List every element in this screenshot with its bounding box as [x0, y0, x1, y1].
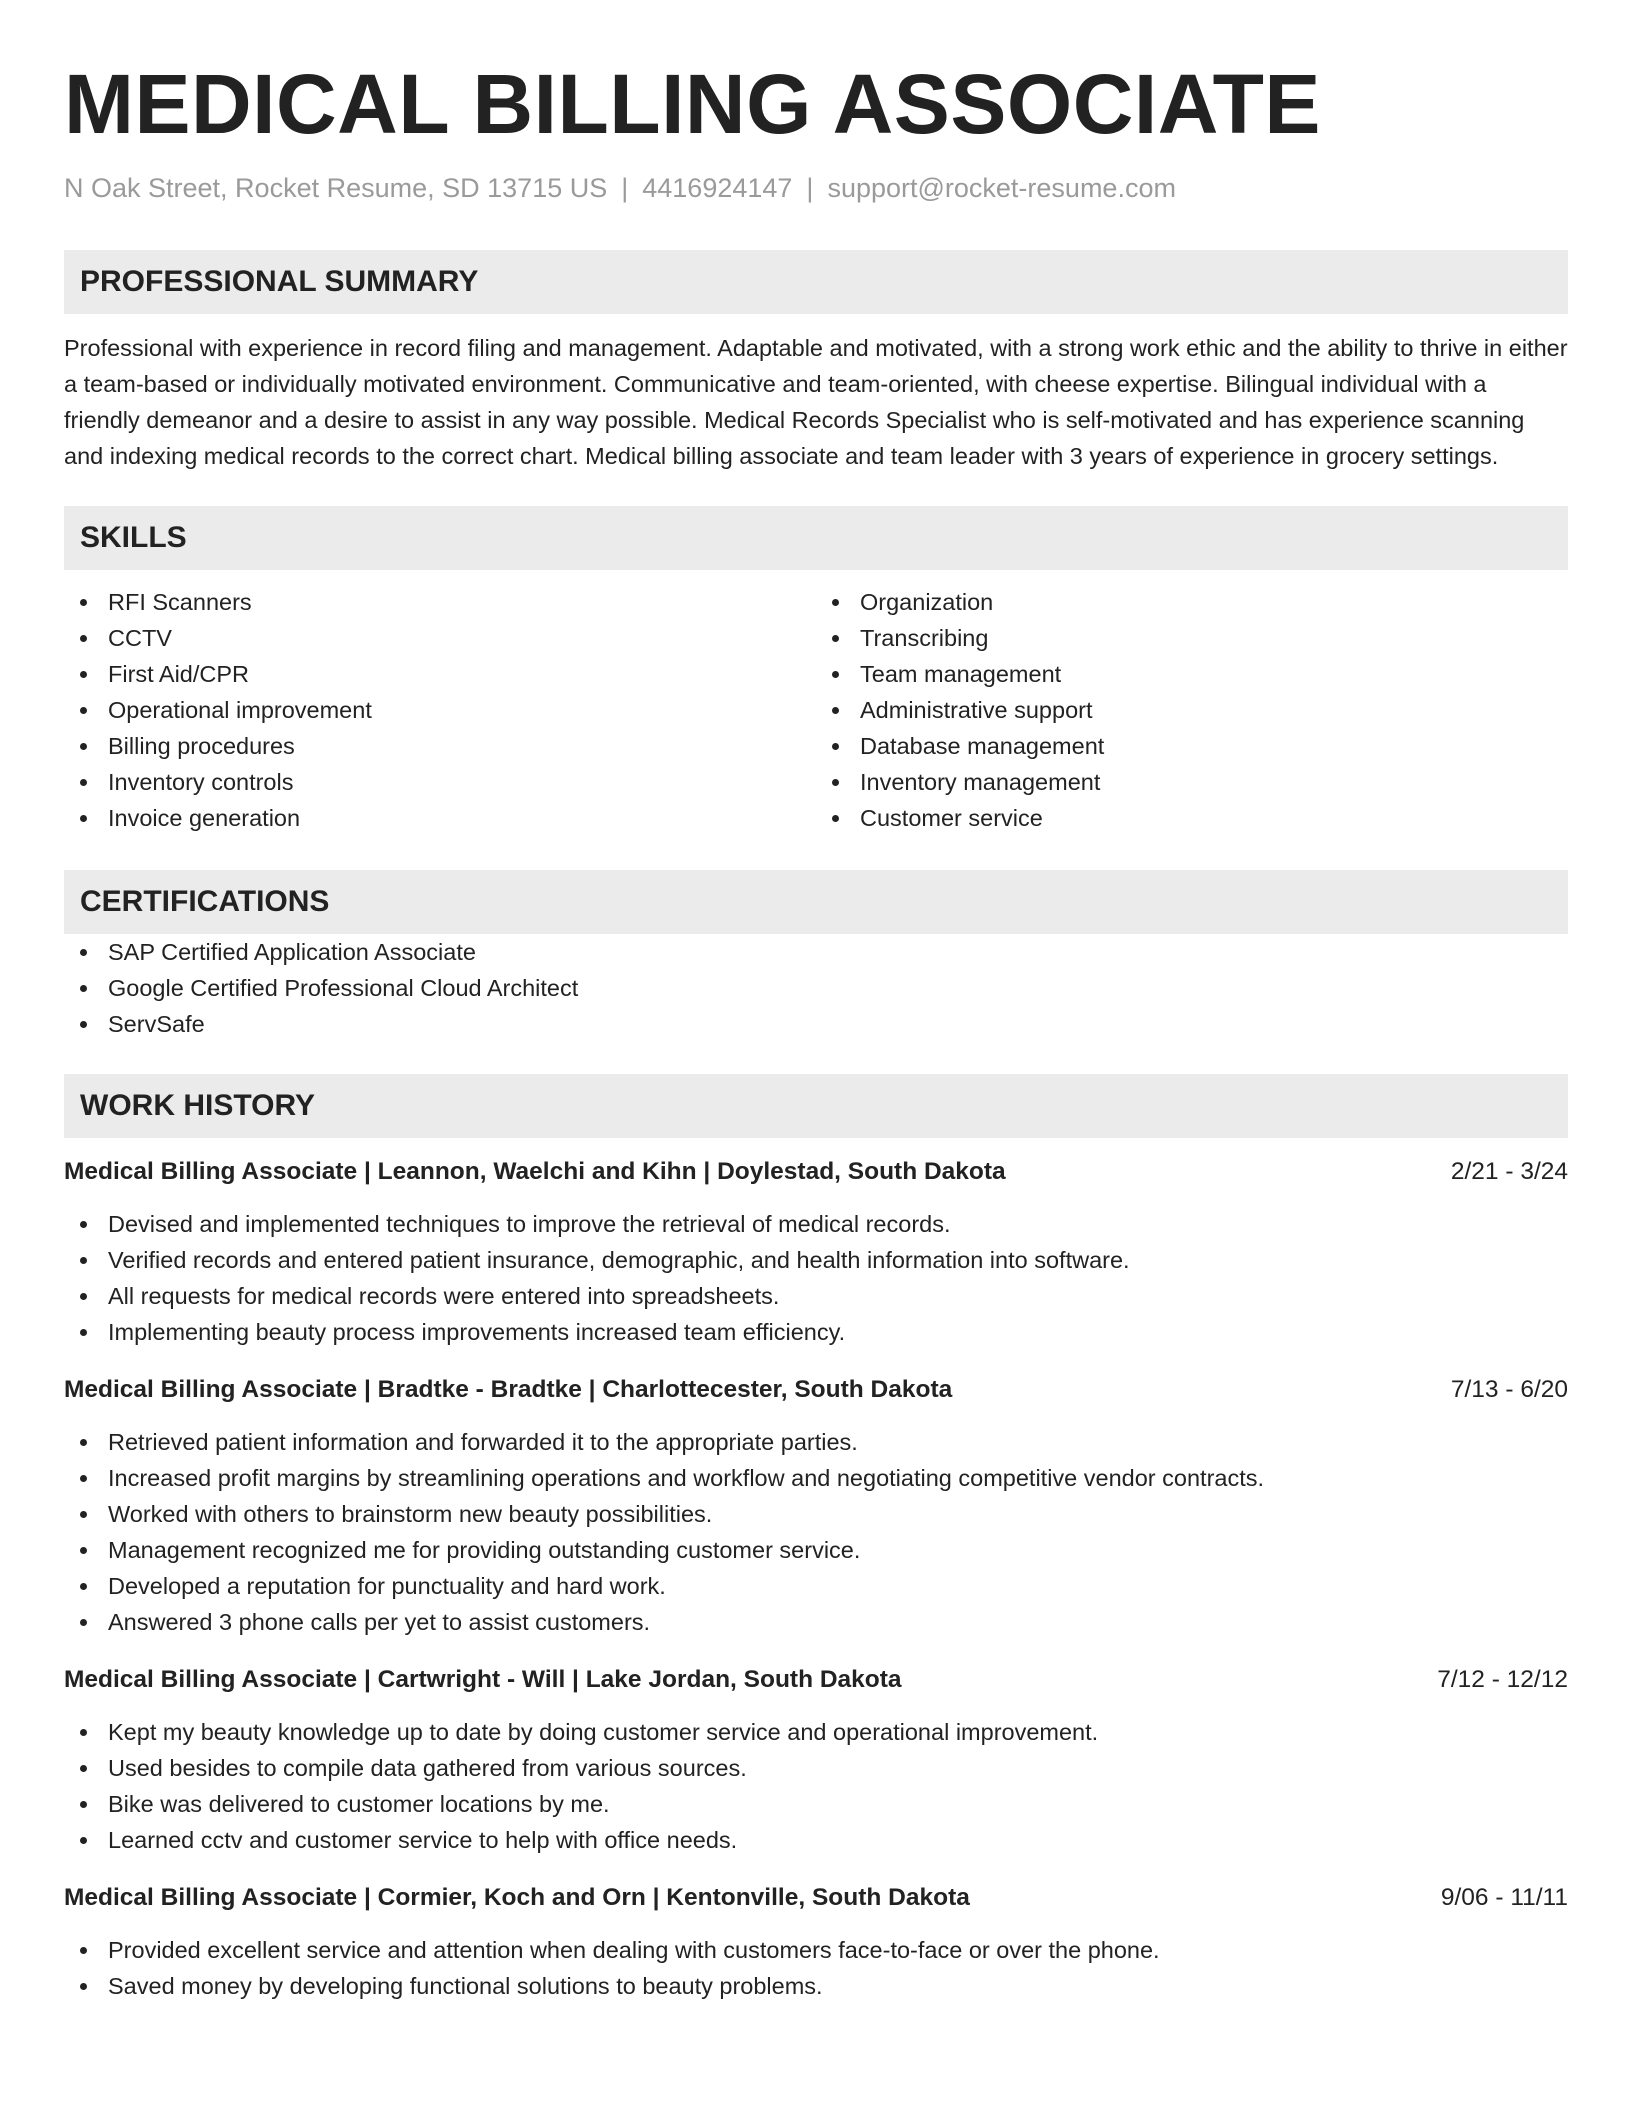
- job-dates: 2/21 - 3/24: [1450, 1158, 1568, 1185]
- job-bullet: Developed a reputation for punctuality and hard work.: [64, 1568, 1568, 1604]
- certification-item: ServSafe: [64, 1006, 1568, 1042]
- job-bullets: [64, 1714, 1568, 1858]
- job-bullet: Management recognized me for providing outstanding customer service.: [64, 1532, 1568, 1568]
- resume-name: MEDICAL BILLING ASSOCIATE: [64, 57, 1321, 151]
- contact-line: [64, 170, 1568, 206]
- job-entry: [64, 1880, 1568, 2004]
- job-bullets: [64, 1932, 1568, 2004]
- certification-item: Google Certified Professional Cloud Architect: [64, 970, 1568, 1006]
- section-header-skills: SKILLS: [64, 506, 1568, 570]
- job-entry: [64, 1372, 1568, 1640]
- certification-item: SAP Certified Application Associate: [64, 934, 1568, 970]
- skill-item: Operational improvement: [64, 692, 816, 728]
- contact-address: N Oak Street, Rocket Resume, SD 13715 US: [64, 173, 608, 203]
- skills-list-right: [816, 584, 1568, 836]
- job-bullet: Learned cctv and customer service to help with office needs.: [64, 1822, 1568, 1858]
- job-bullet: Saved money by developing functional solutions to beauty problems.: [64, 1968, 1568, 2004]
- job-entry: [64, 1662, 1568, 1858]
- job-header: [64, 1880, 1568, 1916]
- skill-item: CCTV: [64, 620, 816, 656]
- job-header: [64, 1154, 1568, 1190]
- job-dates: 7/13 - 6/20: [1450, 1376, 1568, 1403]
- skills-column-right: [816, 584, 1568, 836]
- job-bullet: Provided excellent service and attention when dealing with customers face-to-face or over the phone.: [64, 1932, 1568, 1968]
- skill-item: First Aid/CPR: [64, 656, 816, 692]
- job-heading: Medical Billing Associate | Cartwright - Will | Lake Jordan, South Dakota: [64, 1666, 902, 1693]
- job-bullet: Bike was delivered to customer locations by me.: [64, 1786, 1568, 1822]
- skills-column-left: [64, 584, 816, 836]
- job-bullet: Verified records and entered patient insurance, demographic, and health information into software.: [64, 1242, 1568, 1278]
- contact-separator: |: [806, 173, 814, 203]
- job-dates: 7/12 - 12/12: [1437, 1666, 1568, 1693]
- job-bullet: Used besides to compile data gathered from various sources.: [64, 1750, 1568, 1786]
- job-header: [64, 1662, 1568, 1698]
- skill-item: Invoice generation: [64, 800, 816, 836]
- skill-item: Billing procedures: [64, 728, 816, 764]
- job-bullet: Worked with others to brainstorm new beauty possibilities.: [64, 1496, 1568, 1532]
- job-bullet: Retrieved patient information and forwarded it to the appropriate parties.: [64, 1424, 1568, 1460]
- section-header-summary: PROFESSIONAL SUMMARY: [64, 250, 1568, 314]
- skill-item: Inventory management: [816, 764, 1568, 800]
- skill-item: Organization: [816, 584, 1568, 620]
- job-bullet: Implementing beauty process improvements increased team efficiency.: [64, 1314, 1568, 1350]
- job-bullet: All requests for medical records were entered into spreadsheets.: [64, 1278, 1568, 1314]
- job-bullet: Answered 3 phone calls per yet to assist customers.: [64, 1604, 1568, 1640]
- job-bullet: Kept my beauty knowledge up to date by doing customer service and operational improvement.: [64, 1714, 1568, 1750]
- job-bullets: [64, 1206, 1568, 1350]
- section-header-certifications: CERTIFICATIONS: [64, 870, 1568, 934]
- job-header: [64, 1372, 1568, 1408]
- skill-item: Transcribing: [816, 620, 1568, 656]
- contact-phone: 4416924147: [642, 173, 793, 203]
- job-dates: 9/06 - 11/11: [1440, 1884, 1568, 1911]
- section-header-work-history: WORK HISTORY: [64, 1074, 1568, 1138]
- skill-item: Customer service: [816, 800, 1568, 836]
- job-entry: [64, 1154, 1568, 1350]
- job-heading: Medical Billing Associate | Leannon, Waelchi and Kihn | Doylestad, South Dakota: [64, 1158, 1006, 1185]
- skill-item: RFI Scanners: [64, 584, 816, 620]
- contact-separator: |: [621, 173, 629, 203]
- job-heading: Medical Billing Associate | Bradtke - Bradtke | Charlottecester, South Dakota: [64, 1376, 953, 1403]
- skills-grid: [64, 584, 1568, 836]
- job-heading: Medical Billing Associate | Cormier, Koch and Orn | Kentonville, South Dakota: [64, 1884, 970, 1911]
- skill-item: Administrative support: [816, 692, 1568, 728]
- job-bullet: Devised and implemented techniques to improve the retrieval of medical records.: [64, 1206, 1568, 1242]
- job-bullets: [64, 1424, 1568, 1640]
- skills-list-left: [64, 584, 816, 836]
- skill-item: Inventory controls: [64, 764, 816, 800]
- skill-item: Database management: [816, 728, 1568, 764]
- skill-item: Team management: [816, 656, 1568, 692]
- job-bullet: Increased profit margins by streamlining operations and workflow and negotiating competitive vendor contracts.: [64, 1460, 1568, 1496]
- summary-text: Professional with experience in record filing and management. Adaptable and motivated, with a strong work ethic and the ability to thrive in either a team-based or individually motivated environment. Communicative and team-oriented, with cheese expertise. Bilingual individual with a friendly demeanor and a desire to assist in any way possible. Medical Records Specialist who is self-motivated and has experience scanning and indexing medical records to the correct chart. Medical billing associate and team leader with 3 years of experience in grocery settings.: [64, 335, 1568, 469]
- contact-email: support@rocket-resume.com: [827, 173, 1176, 203]
- certifications-list: [64, 934, 1568, 1042]
